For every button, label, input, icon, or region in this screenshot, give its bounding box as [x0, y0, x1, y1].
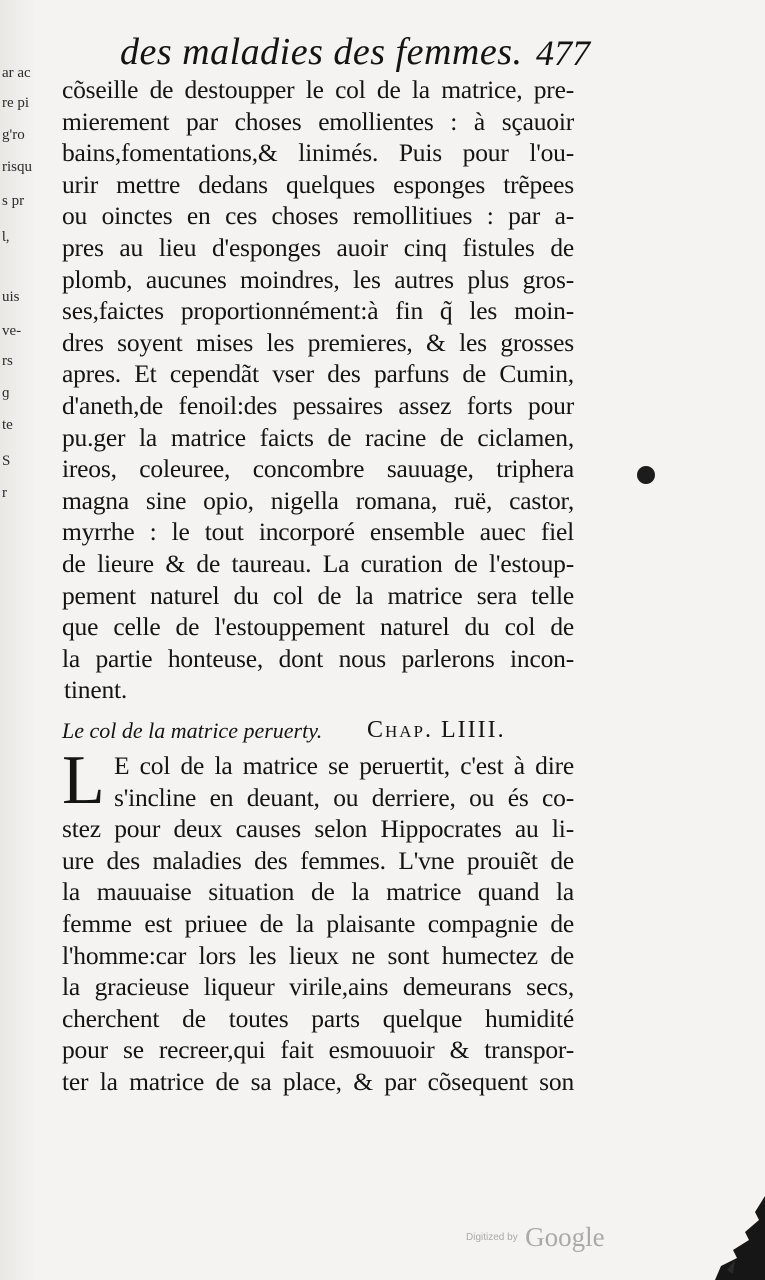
margin-fragment: ve-: [2, 323, 22, 339]
text-line: apres. Et cependãt vser des parfuns de Cumin,: [62, 359, 574, 389]
text-line: ter la matrice de sa place, & par cõsequent son: [62, 1066, 574, 1096]
chapter-number: Chap. LIIII.: [367, 717, 506, 743]
text-line: mierement par choses emollientes : à sçauoir: [62, 106, 574, 136]
torn-corner-icon: [675, 1190, 765, 1280]
margin-fragment: S: [2, 453, 11, 469]
text-line: E col de la matrice se peruertit, c'est à dire: [114, 751, 574, 780]
text-line: pu.ger la matrice faicts de racine de ciclamen,: [62, 422, 574, 452]
text-line: ure des maladies des femmes. L'vne prouiẽt de: [62, 845, 574, 875]
margin-fragment: risqu: [2, 159, 32, 175]
text-line: ireos, coleuree, concombre sauuage, triphera: [62, 454, 574, 484]
margin-fragment: re pi: [2, 95, 30, 111]
text-line: que celle de l'estouppement naturel du col de: [62, 612, 574, 642]
google-logo-text: Google: [525, 1222, 605, 1252]
digitized-watermark: [466, 1222, 605, 1253]
text-line: femme est priuee de la plaisante compagnie de: [62, 908, 574, 938]
margin-fragment: te: [2, 417, 13, 433]
text-line: dres soyent mises les premieres, & les grosses: [62, 327, 574, 357]
ink-blot: [637, 466, 655, 484]
running-head-title: des maladies des femmes.: [120, 31, 523, 73]
text-line: la gracieuse liqueur virile,ains demeurans secs,: [62, 972, 574, 1002]
text-line: plomb, aucunes moindres, les autres plus gros-: [62, 264, 574, 294]
text-line: pres au lieu d'esponges auoir cinq fistules de: [62, 232, 574, 262]
page-gutter: [0, 0, 34, 1280]
text-line: de lieure & de taureau. La curation de l'estoup-: [62, 548, 574, 578]
text-line: la mauuaise situation de la matrice quand la: [62, 877, 574, 907]
body-text: [62, 74, 574, 706]
text-line: d'aneth,de fenoil:des pessaires assez forts pour: [62, 390, 574, 420]
digitized-prefix: Digitized by: [466, 1232, 518, 1243]
margin-fragment: rs: [2, 353, 13, 369]
page-number: 477: [536, 33, 590, 73]
text-line: s'incline en deuant, ou derriere, ou és co-: [114, 782, 574, 812]
text-line: la partie honteuse, dont nous parlerons incon-: [62, 643, 574, 673]
margin-fragment: ar ac: [2, 65, 31, 81]
chapter-heading: [62, 716, 574, 750]
text-line: stez pour deux causes selon Hippocrates au li-: [62, 814, 574, 844]
text-line: cõseille de destoupper le col de la matrice, pre-: [62, 75, 574, 104]
margin-fragment: ɡ: [2, 385, 10, 401]
text-line: myrrhe : le tout incorporé ensemble auec fiel: [62, 517, 574, 547]
margin-fragment: Ɩ,: [2, 229, 10, 245]
chapter-subject: Le col de la matrice peruerty.: [62, 718, 323, 743]
text-line: ses,faictes proportionnément:à fin q̃ les moin-: [62, 296, 574, 326]
margin-fragment: s pr: [2, 193, 25, 209]
text-line: magna sine opio, nigella romana, ruë, castor,: [62, 485, 574, 515]
text-line: urir mettre dedans quelques esponges trẽpees: [62, 169, 574, 199]
text-line: pour se recreer,qui fait esmouuoir & transpor-: [62, 1035, 574, 1065]
text-line: tinent.: [64, 675, 128, 705]
chapter-text: [62, 742, 574, 1098]
text-line: cherchent de toutes parts quelque humidité: [62, 1003, 574, 1033]
margin-fragment: uis: [2, 289, 20, 305]
margin-fragment: r: [2, 485, 7, 501]
text-line: ou oinctes en ces choses remollitiues : par a-: [62, 201, 574, 231]
running-head: [120, 30, 590, 76]
margin-fragment: g'ro: [2, 127, 25, 143]
text-line: l'homme:car lors les lieux ne sont humectez de: [62, 940, 574, 970]
drop-cap: L: [62, 742, 105, 819]
text-line: pement naturel du col de la matrice sera telle: [62, 580, 574, 610]
text-line: bains,fomentations,& linimés. Puis pour l'ou-: [62, 138, 574, 168]
